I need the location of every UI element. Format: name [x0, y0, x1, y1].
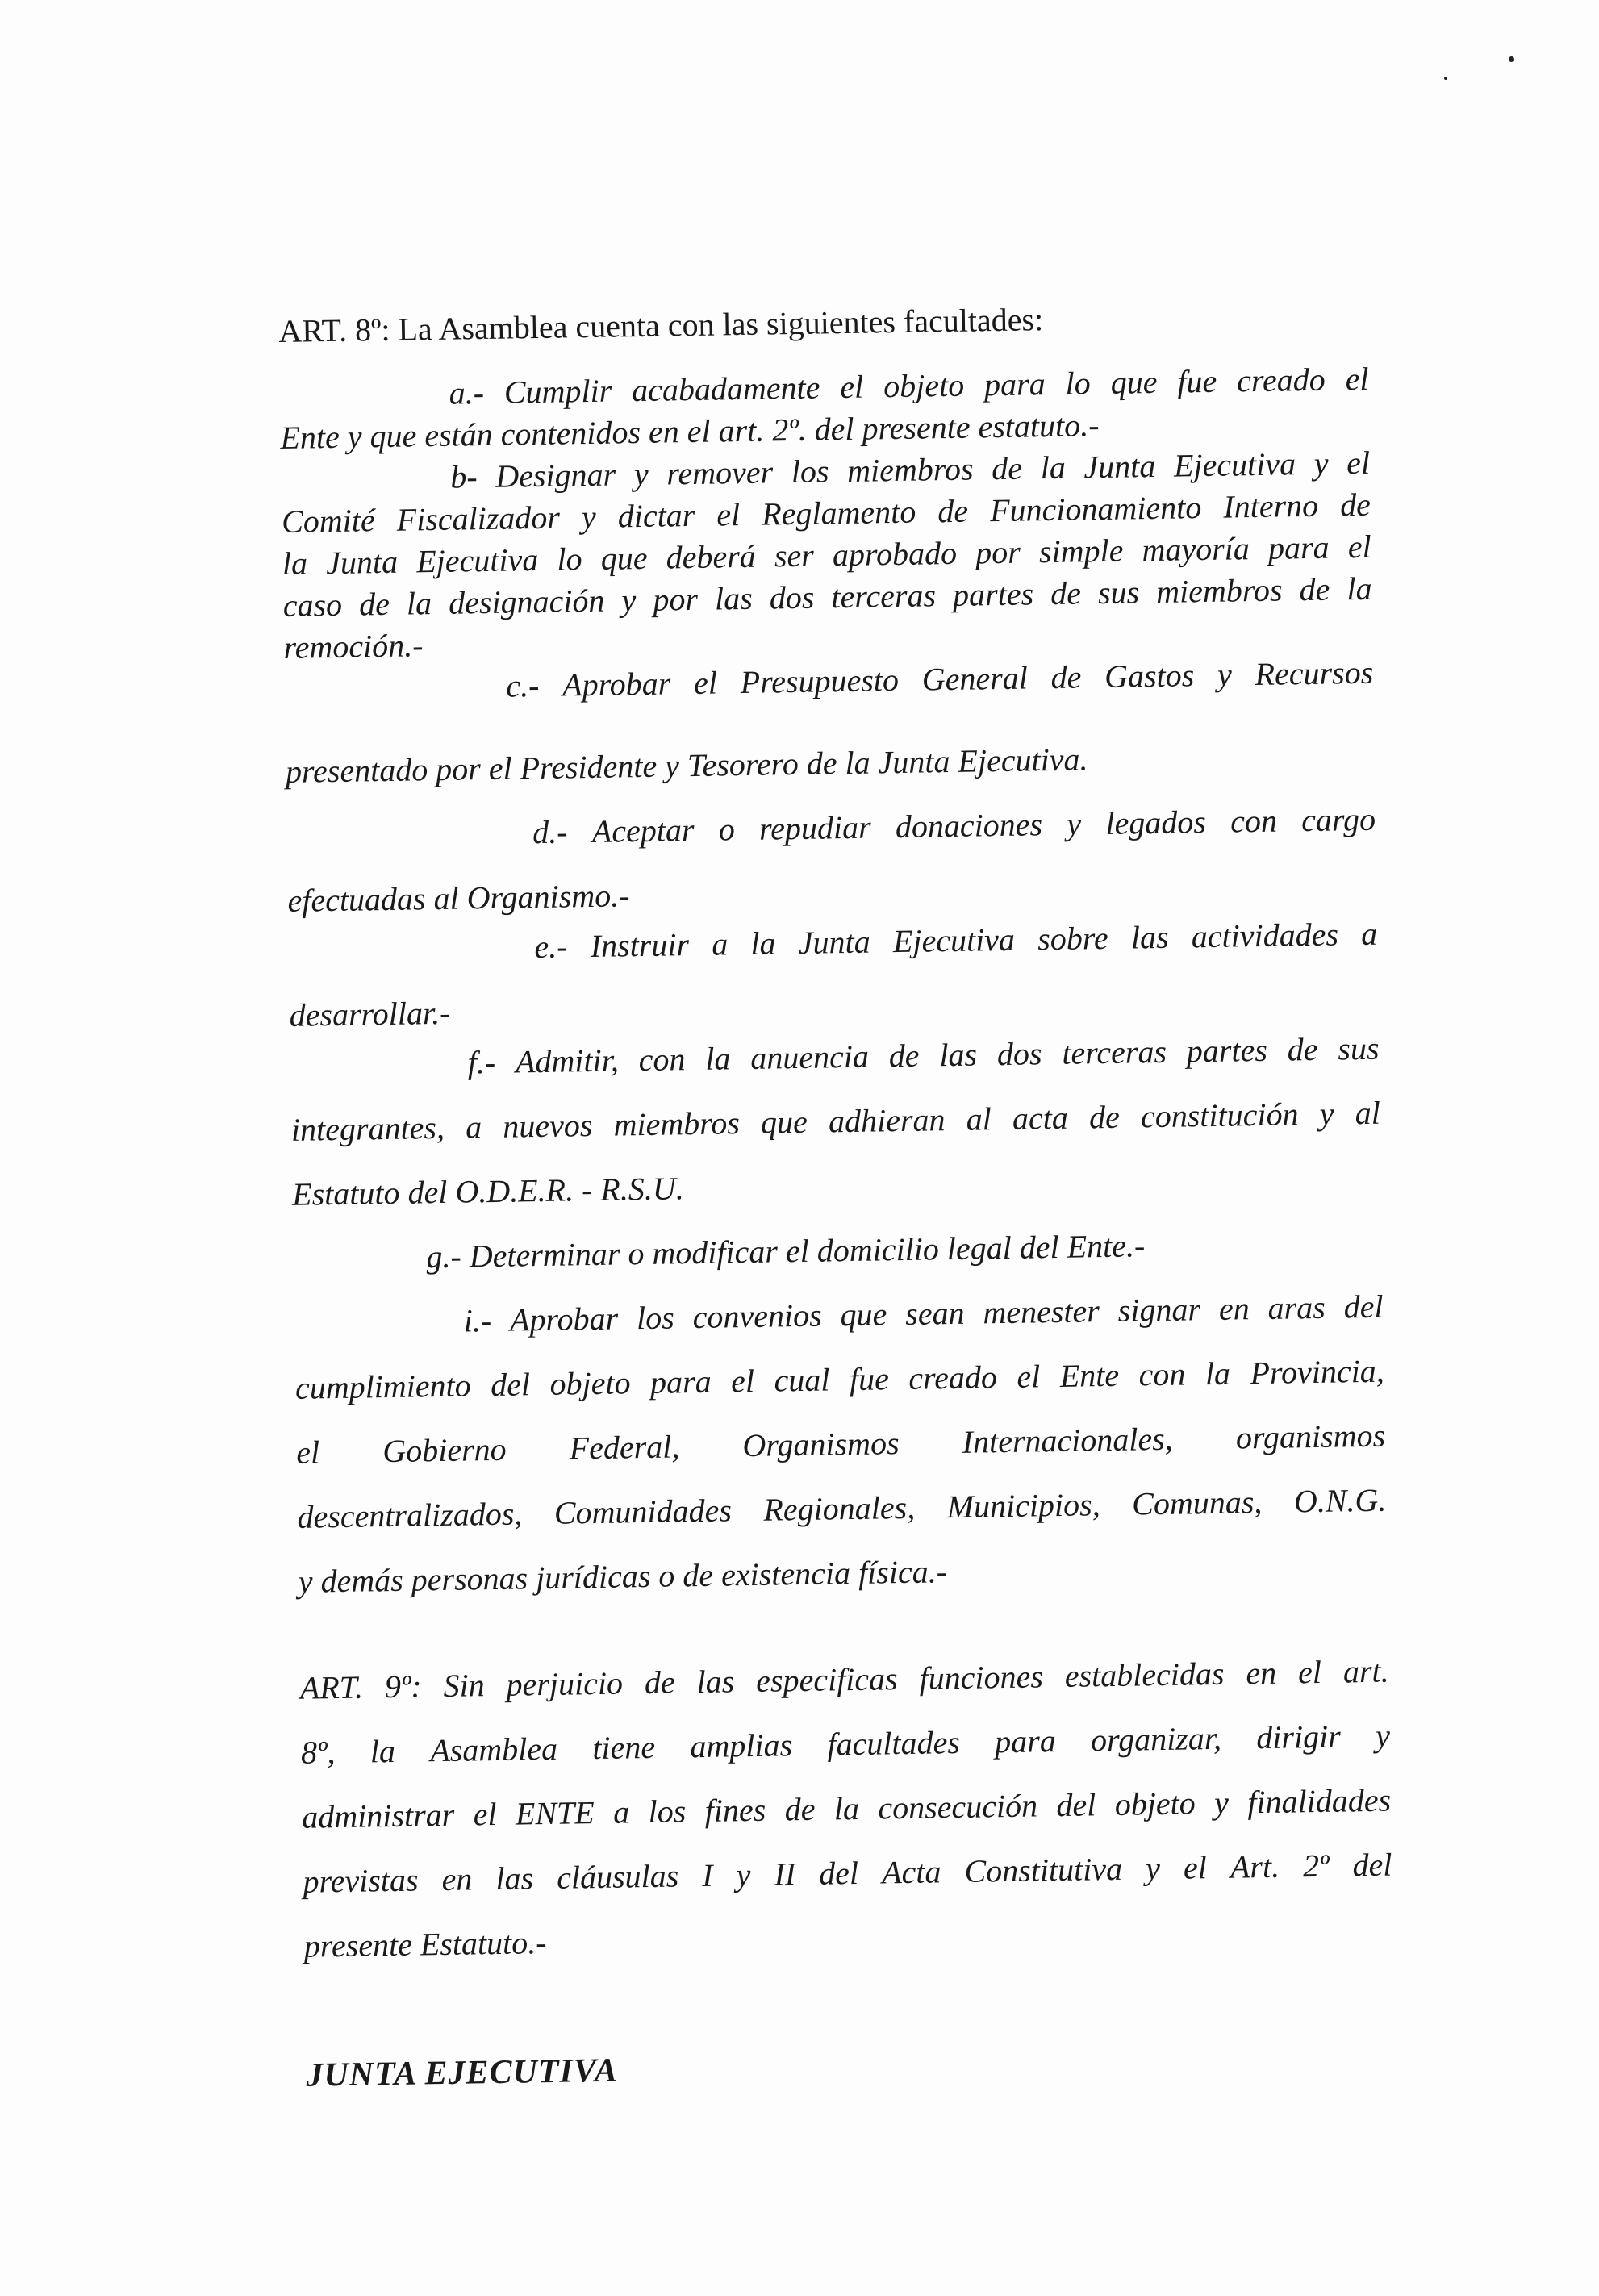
- word: y: [1319, 1095, 1334, 1132]
- word: y: [736, 1856, 751, 1893]
- word: f.-: [467, 1043, 496, 1081]
- word: cual: [774, 1361, 830, 1399]
- word: para: [994, 1722, 1057, 1760]
- word: y: [633, 455, 649, 493]
- word: la: [833, 1789, 860, 1827]
- word: objeto: [883, 366, 965, 405]
- word: el: [716, 496, 741, 533]
- word: Gastos: [1104, 657, 1195, 695]
- word: ser: [774, 536, 815, 574]
- word: remover: [666, 453, 774, 492]
- item-a-text-2: Ente y que están contenidos en el art. 2º. del presente estatuto.-: [280, 407, 1100, 456]
- word: creado: [1236, 361, 1326, 399]
- word: de: [1299, 570, 1330, 608]
- word: Junta: [325, 543, 399, 582]
- word: en: [1246, 1654, 1277, 1692]
- word: Provincia,: [1250, 1352, 1385, 1392]
- word: funciones: [919, 1658, 1044, 1697]
- word: Asamblea: [429, 1730, 558, 1769]
- word: el: [1017, 1358, 1041, 1395]
- word: el: [730, 1362, 755, 1400]
- word: c.-: [505, 666, 540, 704]
- word: Internacionales,: [962, 1420, 1174, 1460]
- word: I: [701, 1856, 713, 1893]
- word: consecución: [878, 1787, 1038, 1826]
- word: adhieran: [828, 1101, 946, 1140]
- word: la: [1204, 1355, 1231, 1392]
- word: sus: [1097, 574, 1140, 612]
- word: Federal,: [569, 1428, 680, 1467]
- word: la: [704, 1040, 731, 1077]
- word: signar: [1117, 1291, 1201, 1329]
- word: la: [1346, 570, 1372, 607]
- word: para: [649, 1363, 712, 1401]
- item-g-text-1: g.- Determinar o modificar el domicilio legal del Ente.-: [426, 1227, 1146, 1275]
- word: o: [718, 811, 736, 848]
- word: y: [621, 582, 637, 619]
- item-d-text-2: efectuadas al Organismo.-: [287, 877, 630, 919]
- item-c-text-2: presentado por el Presidente y Tesorero de la Junta Ejecutiva.: [285, 741, 1088, 790]
- item-b-text-5: remoción.-: [283, 627, 424, 666]
- word: en: [441, 1860, 473, 1898]
- word: aprobado: [832, 534, 958, 574]
- item-i-text-5: y demás personas jurídicas o de existencia física.-: [298, 1553, 948, 1600]
- document-body: [278, 294, 1396, 2097]
- word: que: [840, 1296, 887, 1334]
- word: del: [1352, 1846, 1392, 1884]
- word: Art.: [1230, 1847, 1280, 1885]
- word: fines: [704, 1791, 766, 1829]
- word: y: [1375, 1717, 1391, 1754]
- word: amplias: [690, 1726, 793, 1765]
- word: para: [983, 365, 1046, 403]
- word: i.-: [463, 1302, 492, 1339]
- word: ENTE: [515, 1794, 595, 1832]
- word: el: [1347, 528, 1371, 566]
- word: los: [648, 1793, 687, 1831]
- word: sus: [1337, 1029, 1380, 1067]
- word: con: [638, 1041, 686, 1079]
- word: lo: [1065, 365, 1092, 402]
- word: Comunidades: [553, 1492, 733, 1531]
- word: Ente: [1059, 1356, 1120, 1394]
- word: con: [1230, 802, 1278, 840]
- word: las: [939, 1036, 978, 1074]
- word: a: [465, 1108, 482, 1146]
- word: administrar: [301, 1796, 455, 1835]
- word: las: [495, 1860, 534, 1897]
- word: caso: [282, 586, 343, 624]
- word: objeto: [549, 1364, 631, 1402]
- word: miembros: [613, 1104, 741, 1143]
- word: las: [714, 579, 754, 617]
- word: facultades: [827, 1723, 961, 1763]
- word: y: [581, 498, 597, 536]
- word: Instruir: [590, 926, 690, 965]
- word: dictar: [617, 496, 695, 535]
- word: al: [966, 1100, 992, 1138]
- section-heading: JUNTA EJECUTIVA: [306, 2052, 619, 2094]
- word: el: [473, 1795, 497, 1833]
- word: a: [1360, 915, 1378, 953]
- word: Admitir,: [515, 1042, 620, 1080]
- word: la: [750, 925, 776, 962]
- word: Sin: [443, 1667, 486, 1704]
- word: Constitutiva: [964, 1850, 1123, 1889]
- word: que: [600, 539, 648, 577]
- word: al: [1355, 1094, 1381, 1132]
- word: Ejecutiva: [415, 541, 539, 580]
- word: organizar,: [1090, 1719, 1222, 1759]
- word: 8º,: [300, 1734, 336, 1771]
- word: para: [1267, 528, 1330, 566]
- word: los: [636, 1299, 675, 1337]
- word: sean: [904, 1294, 965, 1332]
- word: d.-: [532, 813, 568, 851]
- word: convenios: [692, 1296, 822, 1336]
- word: II: [774, 1856, 796, 1893]
- word: cargo: [1300, 800, 1376, 839]
- word: establecidas: [1064, 1655, 1225, 1694]
- word: el: [839, 368, 864, 406]
- word: organismos: [1235, 1417, 1386, 1456]
- word: de: [937, 492, 969, 530]
- word: de: [991, 449, 1023, 487]
- word: simple: [1038, 532, 1124, 570]
- word: fue: [1176, 362, 1217, 400]
- word: sobre: [1037, 919, 1108, 958]
- word: la: [282, 545, 308, 582]
- word: Presupuesto: [740, 661, 900, 701]
- word: Comité: [281, 502, 375, 540]
- word: acta: [1012, 1099, 1069, 1137]
- word: 9º:: [384, 1668, 422, 1705]
- word: ART.: [299, 1668, 364, 1706]
- word: terceras: [1062, 1033, 1167, 1071]
- word: y: [1213, 1784, 1230, 1822]
- word: en: [1218, 1290, 1250, 1327]
- word: designación: [448, 582, 605, 621]
- word: Recursos: [1255, 653, 1374, 693]
- word: fue: [849, 1360, 890, 1398]
- word: cláusulas: [556, 1857, 679, 1896]
- word: b-: [449, 458, 478, 495]
- word: con: [1138, 1355, 1186, 1393]
- word: el: [693, 664, 718, 701]
- word: tiene: [592, 1728, 656, 1767]
- word: a: [612, 1793, 630, 1831]
- word: de: [1339, 486, 1371, 524]
- word: las: [696, 1663, 735, 1701]
- word: legados: [1105, 804, 1207, 841]
- word: menester: [983, 1292, 1100, 1331]
- word: deberá: [666, 537, 757, 576]
- word: nuevos: [502, 1107, 593, 1145]
- word: el: [1345, 360, 1369, 398]
- item-f-text-3: Estatuto del O.D.E.R. - R.S.U.: [291, 1170, 685, 1213]
- word: y: [1145, 1850, 1161, 1887]
- word: previstas: [303, 1861, 419, 1900]
- word: art.: [1342, 1652, 1389, 1690]
- word: Cumplir: [503, 372, 612, 411]
- art9-text-5: presente Estatuto.-: [303, 1924, 547, 1964]
- word: dirigir: [1255, 1718, 1342, 1756]
- word: de: [1050, 574, 1082, 612]
- word: de: [1287, 1030, 1318, 1068]
- word: Acta: [881, 1853, 941, 1891]
- word: Junta: [1083, 447, 1156, 486]
- word: el: [1297, 1653, 1322, 1691]
- word: acabadamente: [631, 369, 820, 409]
- word: partes: [1186, 1031, 1268, 1070]
- scan-speck: [1444, 77, 1447, 80]
- word: e.-: [534, 928, 568, 966]
- word: a.-: [449, 374, 485, 411]
- word: Interno: [1222, 486, 1319, 525]
- word: Aprobar: [562, 665, 671, 703]
- word: de: [1088, 1098, 1121, 1136]
- word: finalidades: [1246, 1781, 1392, 1821]
- word: dos: [996, 1035, 1042, 1073]
- word: a: [711, 925, 729, 962]
- word: Reglamento: [761, 493, 916, 532]
- word: las: [1130, 918, 1169, 956]
- word: del: [818, 1854, 859, 1892]
- word: que: [760, 1103, 808, 1141]
- word: anuencia: [749, 1037, 870, 1076]
- word: y: [1066, 805, 1082, 842]
- word: del: [490, 1366, 531, 1404]
- word: Comunas,: [1131, 1484, 1263, 1522]
- word: los: [791, 453, 829, 491]
- word: partes: [952, 575, 1034, 613]
- word: actividades: [1191, 916, 1339, 955]
- word: de: [784, 1790, 816, 1828]
- word: por: [975, 533, 1021, 571]
- word: el: [1346, 444, 1371, 482]
- word: objeto: [1114, 1785, 1196, 1822]
- word: General: [921, 659, 1029, 698]
- word: integrantes,: [290, 1108, 445, 1148]
- word: dos: [769, 578, 815, 616]
- word: Funcionamiento: [989, 489, 1202, 529]
- word: Ejecutiva: [1173, 445, 1296, 484]
- word: perjuicio: [506, 1664, 624, 1703]
- word: constitución: [1140, 1096, 1299, 1135]
- word: descentralizados,: [297, 1495, 523, 1535]
- word: miembros: [1155, 571, 1283, 610]
- word: la: [406, 585, 432, 622]
- word: mayoría: [1142, 530, 1250, 569]
- word: Ejecutiva: [892, 920, 1016, 960]
- word: creado: [908, 1359, 998, 1396]
- word: Municipios,: [946, 1486, 1101, 1526]
- word: aras: [1267, 1288, 1326, 1326]
- word: Aceptar: [591, 811, 695, 850]
- word: de: [644, 1664, 676, 1701]
- word: que: [1110, 363, 1158, 401]
- art8-header-text: ART. 8º: La Asamblea cuenta con las siguientes facultades:: [278, 301, 1044, 349]
- word: el: [295, 1434, 320, 1471]
- word: de: [888, 1037, 920, 1075]
- word: el: [1183, 1849, 1208, 1886]
- word: Designar: [495, 456, 616, 495]
- word: miembros: [846, 450, 974, 489]
- word: del: [1343, 1288, 1384, 1325]
- word: Gobierno: [382, 1430, 507, 1470]
- word: y: [1217, 656, 1233, 693]
- word: Regionales,: [763, 1488, 916, 1528]
- word: lo: [557, 541, 582, 578]
- word: de: [1050, 658, 1082, 696]
- word: Junta: [798, 923, 871, 961]
- word: cumplimiento: [294, 1367, 472, 1406]
- word: O.N.G.: [1293, 1481, 1387, 1520]
- word: repudiar: [758, 808, 871, 847]
- word: Organismos: [742, 1425, 900, 1464]
- word: de: [358, 585, 390, 623]
- word: por: [653, 580, 699, 618]
- item-e-text-2: desarrollar.-: [289, 994, 451, 1033]
- word: Aprobar: [509, 1300, 619, 1338]
- word: la: [369, 1732, 396, 1770]
- word: y: [1313, 445, 1329, 482]
- scan-speck: [1509, 56, 1514, 62]
- word: Fiscalizador: [396, 499, 561, 538]
- word: del: [1056, 1786, 1096, 1824]
- word: 2º: [1302, 1847, 1330, 1885]
- word: terceras: [831, 577, 937, 616]
- word: la: [1040, 449, 1067, 486]
- word: donaciones: [895, 806, 1043, 845]
- word: especificas: [755, 1660, 899, 1699]
